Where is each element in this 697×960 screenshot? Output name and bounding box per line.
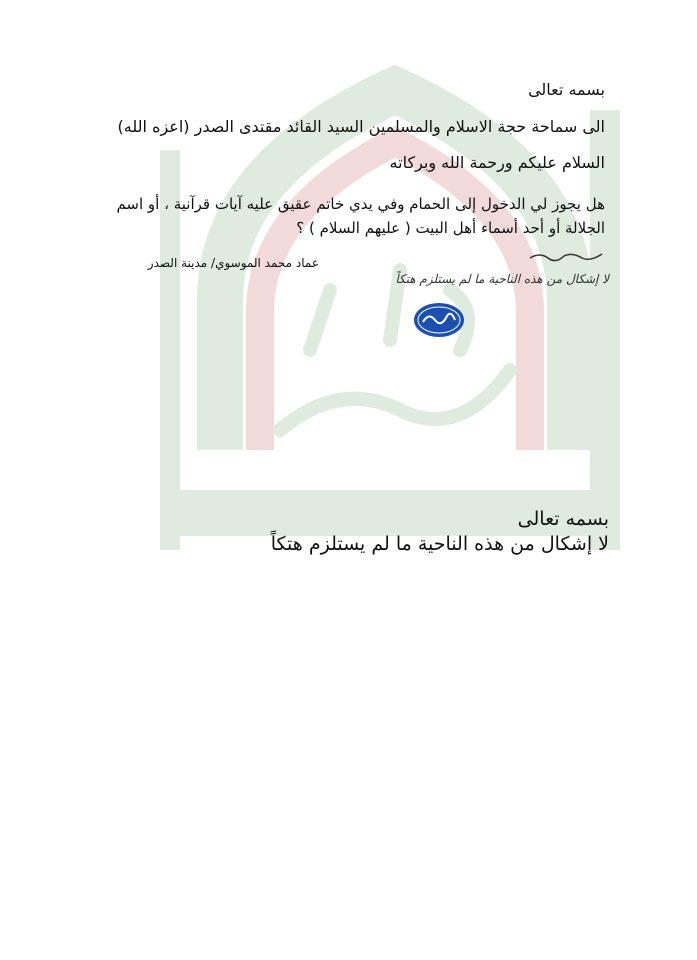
letter-address: الى سماحة حجة الاسلام والمسلمين السيد القائد مقتدى الصدر (اعزه الله) (117, 117, 605, 136)
question-line-1: هل يجوز لي الدخول إلى الحمام وفي يدي خاتم عقيق عليه آيات قرآنية ، أو اسم (116, 195, 605, 213)
official-seal-stamp (413, 302, 465, 338)
sender-name: عماد محمد الموسوي/ مدينة الصدر (147, 256, 319, 270)
watermark-minaret-right (590, 110, 620, 550)
letter-greeting: السلام عليكم ورحمة الله وبركاته (389, 153, 605, 172)
question-line-2: الجلالة أو أحد أسماء أهل البيت ( عليهم السلام ) ؟ (296, 219, 605, 237)
handwritten-reply: لا إشكال من هذه الناحية ما لم يستلزم هتكاً (395, 272, 609, 286)
answer-basmala: بسمه تعالى (517, 508, 609, 530)
letter-basmala: بسمه تعالى (528, 80, 605, 99)
answer-text: لا إشكال من هذه الناحية ما لم يستلزم هتكاً (270, 533, 609, 555)
